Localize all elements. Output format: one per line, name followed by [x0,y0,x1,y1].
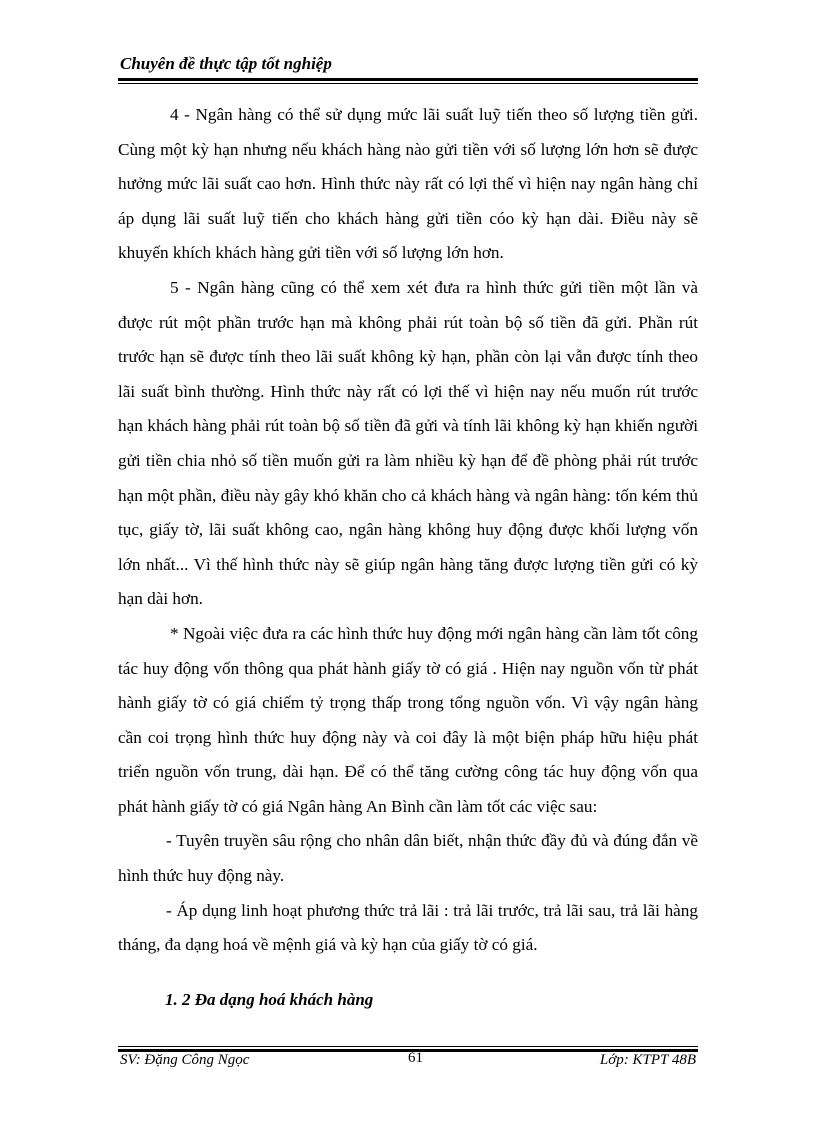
page-header [118,52,698,78]
footer-rule-thin [118,1046,698,1047]
section-heading: 1. 2 Đa dạng hoá khách hàng [165,990,374,1009]
header-rule [118,78,698,81]
header-title: Chuyên đề thực tập tốt nghiệp [120,54,332,73]
header-rule-thin [118,83,698,84]
bullet-interest-methods: - Áp dụng linh hoạt phương thức trả lãi : trả lãi trước, trả lãi sau, trả lãi hàng tháng, đa dạng hoá về mệnh giá và kỳ hạn của giấy tờ có giá. [118,900,698,955]
footer-student: SV: Đặng Công Ngọc [120,1052,250,1068]
document-body [118,98,698,963]
page-number: 61 [408,1050,423,1066]
paragraph-4: 4 - Ngân hàng có thể sử dụng mức lãi suất luỹ tiến theo số lượng tiền gửi. Cùng một kỳ hạn nhưng nếu khách hàng nào gửi tiền với số lượng lớn hơn sẽ được hưởng mức lãi suất cao hơn. Hình thức này rất có lợi thế vì hiện nay ngân hàng chỉ áp dụng lãi suất luỹ tiến cho khách hàng gửi tiền cóo kỳ hạn dài. Điều này sẽ khuyến khích khách hàng gửi tiền với số lượng lớn hơn. [118,105,698,263]
footer-class: Lớp: KTPT 48B [599,1052,696,1068]
bullet-propaganda: - Tuyên truyền sâu rộng cho nhân dân biết, nhận thức đầy đủ và đúng đắn về hình thức huy động này. [118,831,698,886]
paragraph-bonds: * Ngoài việc đưa ra các hình thức huy động mới ngân hàng cần làm tốt công tác huy động vốn thông qua phát hành giấy tờ có giá . Hiện nay nguồn vốn từ phát hành giấy tờ có giá chiếm tỷ trọng thấp trong tổng nguồn vốn. Vì vậy ngân hàng cần coi trọng hình thức huy động này và coi đây là một biện pháp hữu hiệu phát triển nguồn vốn trung, dài hạn. Để có thể tăng cường công tác huy động vốn qua phát hành giấy tờ có giá Ngân hàng An Bình cần làm tốt các việc sau: [118,623,698,816]
page-footer [118,1050,698,1074]
paragraph-5: 5 - Ngân hàng cũng có thể xem xét đưa ra hình thức gửi tiền một lần và được rút một phần trước hạn mà không phải rút toàn bộ số tiền đã gửi. Phần rút trước hạn sẽ được tính theo lãi suất không kỳ hạn, phần còn lại vẫn được tính theo lãi suất bình thường. Hình thức này rất có lợi thế vì hiện nay nếu muốn rút trước hạn khách hàng phải rút toàn bộ số tiền đã gửi và tính lãi không kỳ hạn khiến người gửi tiền chia nhỏ số tiền muốn gửi ra làm nhiều kỳ hạn để đề phòng phải rút trước hạn một phần, điều này gây khó khăn cho cả khách hàng và ngân hàng: tốn kém thủ tục, giấy tờ, lãi suất không cao, ngân hàng không huy động được khối lượng vốn lớn nhất... Vì thế hình thức này sẽ giúp ngân hàng tăng được lượng tiền gửi có kỳ hạn dài hơn. [118,277,698,609]
